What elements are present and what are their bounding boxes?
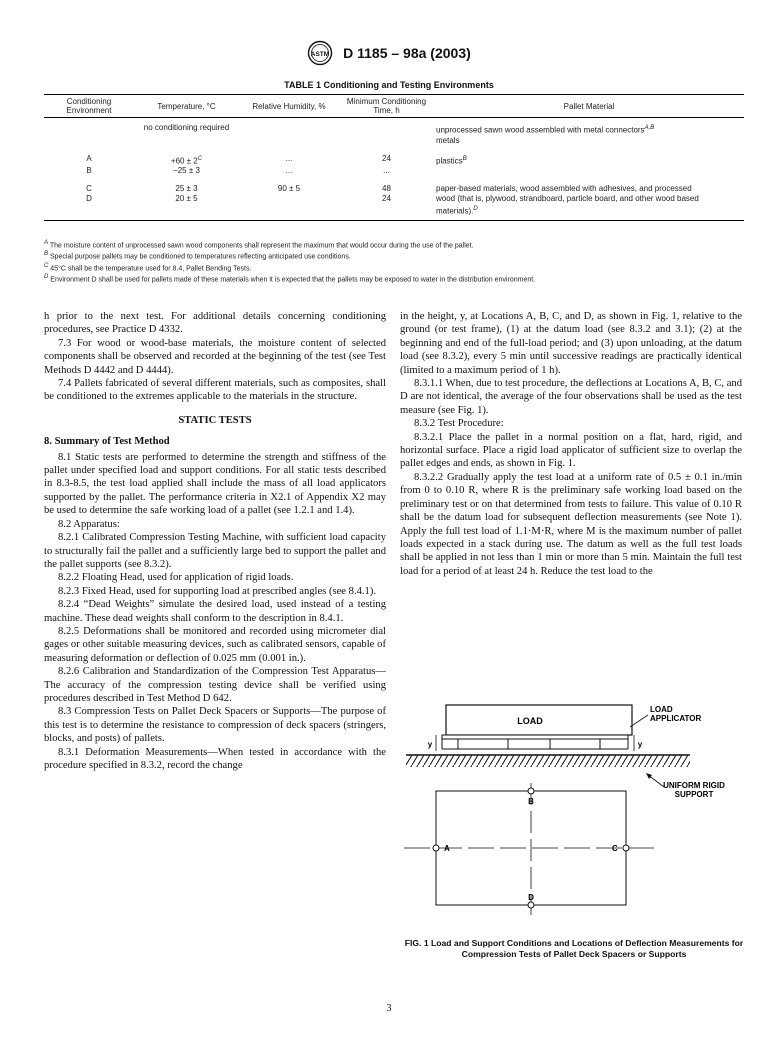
footnote: $^D$ Environment D shall be used for pallets made of these materials when it is expected that the pallets may be exposed to water in the distribution environment. xyxy=(44,273,536,284)
right-column xyxy=(400,310,742,578)
location-a-label: A xyxy=(444,844,450,853)
section-heading: 8. Summary of Test Method xyxy=(44,436,170,448)
paragraph: 7.4 Pallets fabricated of several different materials, such as composites, shall be conditioned to the extremes applicable to the materials in the structure. xyxy=(44,378,386,403)
location-d-marker xyxy=(528,902,534,908)
svg-text:ASTM: ASTM xyxy=(311,51,330,58)
table-header: Pallet Material xyxy=(434,95,744,118)
support-label-2: SUPPORT xyxy=(674,790,714,799)
section-heading: STATIC TESTS xyxy=(178,414,252,426)
footnote: $^A$ The moisture content of unprocessed sawn wood components shall represent the maximum that would occur during the use of the pallet. xyxy=(44,240,474,250)
table-row: D 20 ± 5 24 wood (that is, plywood, strandboard, particle board, and other wood based materials).$^D$ xyxy=(44,194,744,220)
table-header: Temperature, °C xyxy=(134,95,239,118)
paragraph: 8.3.2 Test Procedure: xyxy=(414,418,504,430)
page-header xyxy=(0,40,778,69)
left-column xyxy=(44,310,386,772)
paragraph: 8.3.2.1 Place the pallet in a normal position on a flat, hard, rigid, and horizontal surface. Place a rigid load applicator of sufficient size to overlap the pallet edges and ends, as shown in Fig. 1. xyxy=(400,431,742,470)
paragraph: 8.2.2 Floating Head, used for application of rigid loads. xyxy=(58,572,294,584)
table-row: no conditioning required unprocessed sawn wood assembled with metal connectors$^{A,B}$ metals xyxy=(143,123,655,145)
load-applicator-label-2: APPLICATOR xyxy=(650,714,702,723)
table-row: A $+60 \pm 2^C$ ... 24 plastics$^B$ xyxy=(86,153,467,166)
conditioning-table xyxy=(44,94,744,221)
location-c-label: C xyxy=(612,844,618,853)
spacer-left xyxy=(458,739,508,749)
y-label-left: y xyxy=(427,740,433,749)
paragraph: 8.2.5 Deformations shall be monitored and recorded using micrometer dial gages or other suitable measuring devices, such as calibrated sensors, capable of measuring deformation or deflection of 0.025 mm (0.001 in.). xyxy=(44,625,386,664)
paragraph: in the height, y, at Locations A, B, C, and D, as shown in Fig. 1, relative to the ground (or test frame), (1) at the datum load (see 8.3.2 and 3.1); (2) at the beginning and end of the full-load period; and (3) upon unloading, at the datum load (see 8.3.2), every 5 min until successive readings are practically identical (limited to a maximum period of 1 h). xyxy=(400,311,742,376)
location-b-label: B xyxy=(528,797,534,806)
table-row: B −25 ± 3 ... ... xyxy=(86,166,390,176)
spacer-right xyxy=(550,739,600,749)
load-applicator-label-1: LOAD xyxy=(650,705,673,714)
designation: D 1185 – 98a (2003) xyxy=(343,45,471,62)
table-header: Conditioning Environment xyxy=(44,95,134,118)
figure-1 xyxy=(400,695,748,935)
footnote: $^B$ Special purpose pallets may be conditioned to temperatures reflecting anticipated use conditions. xyxy=(44,251,351,261)
paragraph: 8.2.6 Calibration and Standardization of the Compression Test Apparatus—The accuracy of the compression testing device shall be verified using procedures described in Test Method D 642. xyxy=(44,666,386,704)
page-number: 3 xyxy=(386,1003,392,1014)
paragraph: 8.1 Static tests are performed to determine the strength and stiffness of the pallet under specified load and support conditions. For all static tests described in 8.3-8.5, the test load applied shall include the mass of all load applicators supported by the pallet. The performance criteria in X2.1 of Appendix X2 may be used to determine the safe working load of a pallet (see 1.2.1 and 1.4). xyxy=(44,451,386,517)
location-b-marker xyxy=(528,788,534,794)
footnote: $^C$ 45°C shall be the temperature used for 8.4, Pallet Bending Tests. xyxy=(44,262,252,272)
table-footnotes xyxy=(44,239,744,284)
location-a-marker xyxy=(433,845,439,851)
load-label: LOAD xyxy=(517,716,543,726)
paragraph: 8.2.4 “Dead Weights” simulate the desired load, used instead of a testing machine. These dead weights shall conform to the description in 8.4.1. xyxy=(44,599,386,624)
ground-hatch xyxy=(406,755,690,767)
table-row: C 25 ± 3 90 ± 5 48 paper-based materials, wood assembled with adhesives, and processed xyxy=(86,184,692,194)
location-d-label: D xyxy=(528,893,534,902)
paragraph: h prior to the next test. For additional details concerning conditioning procedures, see Practice D 4332. xyxy=(44,311,386,336)
astm-logo xyxy=(307,40,333,69)
paragraph: 8.3 Compression Tests on Pallet Deck Spacers or Supports—The purpose of this test is to determine the resistance to compression of deck spacers (stringers, blocks, and posts) of pallets. xyxy=(44,706,386,745)
paragraph: 8.3.1 Deformation Measurements—When tested in accordance with the procedure specified in 8.3.2, record the change xyxy=(44,746,386,771)
paragraph: 8.3.2.2 Gradually apply the test load at a uniform rate of 0.5 ± 0.1 in./min from 0 to 0.10 R, where R is the preliminary safe working load based on the preliminary test or on that determined from tests to failure. This value of 0.10 R shall be the datum load for subsequent deflection measurements (see Note 1). Apply the full test load of 1.1·M·R, where M is the maximum number of pallet loads expected in a stack during use. The datum as well as the full test loads shall be applied in not less than 1 min or more than 5 min. Maintain the full test load for a period of at least 24 h. Reduce the test load to the xyxy=(400,471,742,577)
figure-caption: FIG. 1 Load and Support Conditions and Locations of Deflection Measurements for Compression Tests of Pallet Deck Spacers or Supports xyxy=(404,938,744,959)
paragraph: 8.2.1 Calibrated Compression Testing Machine, with sufficient load capacity to structurally fail the pallet and a sufficiently large bed to support the pallet and the pallet supports (see 8.3.2). xyxy=(44,532,386,570)
paragraph: 8.2 Apparatus: xyxy=(58,518,120,530)
y-label-right: y xyxy=(637,740,643,749)
table-caption: TABLE 1 Conditioning and Testing Environments xyxy=(284,80,494,90)
table-header: Minimum Conditioning Time, h xyxy=(339,95,434,118)
paragraph: 7.3 For wood or wood-base materials, the moisture content of selected components shall be observed and recorded at the beginning of the test (see Test Methods D 4442 and D 4444). xyxy=(44,337,386,376)
paragraph: 8.3.1.1 When, due to test procedure, the deflections at Locations A, B, C, and D are not identical, the average of the four observations shall be used as the test measure (see Fig. 1). xyxy=(400,378,742,416)
paragraph: 8.2.3 Fixed Head, used for supporting load at prescribed angles (see 8.4.1). xyxy=(58,585,377,597)
table-header: Relative Humidity, % xyxy=(239,95,339,118)
pallet-deck xyxy=(442,735,628,739)
location-c-marker xyxy=(623,845,629,851)
support-label-1: UNIFORM RIGID xyxy=(663,781,725,790)
